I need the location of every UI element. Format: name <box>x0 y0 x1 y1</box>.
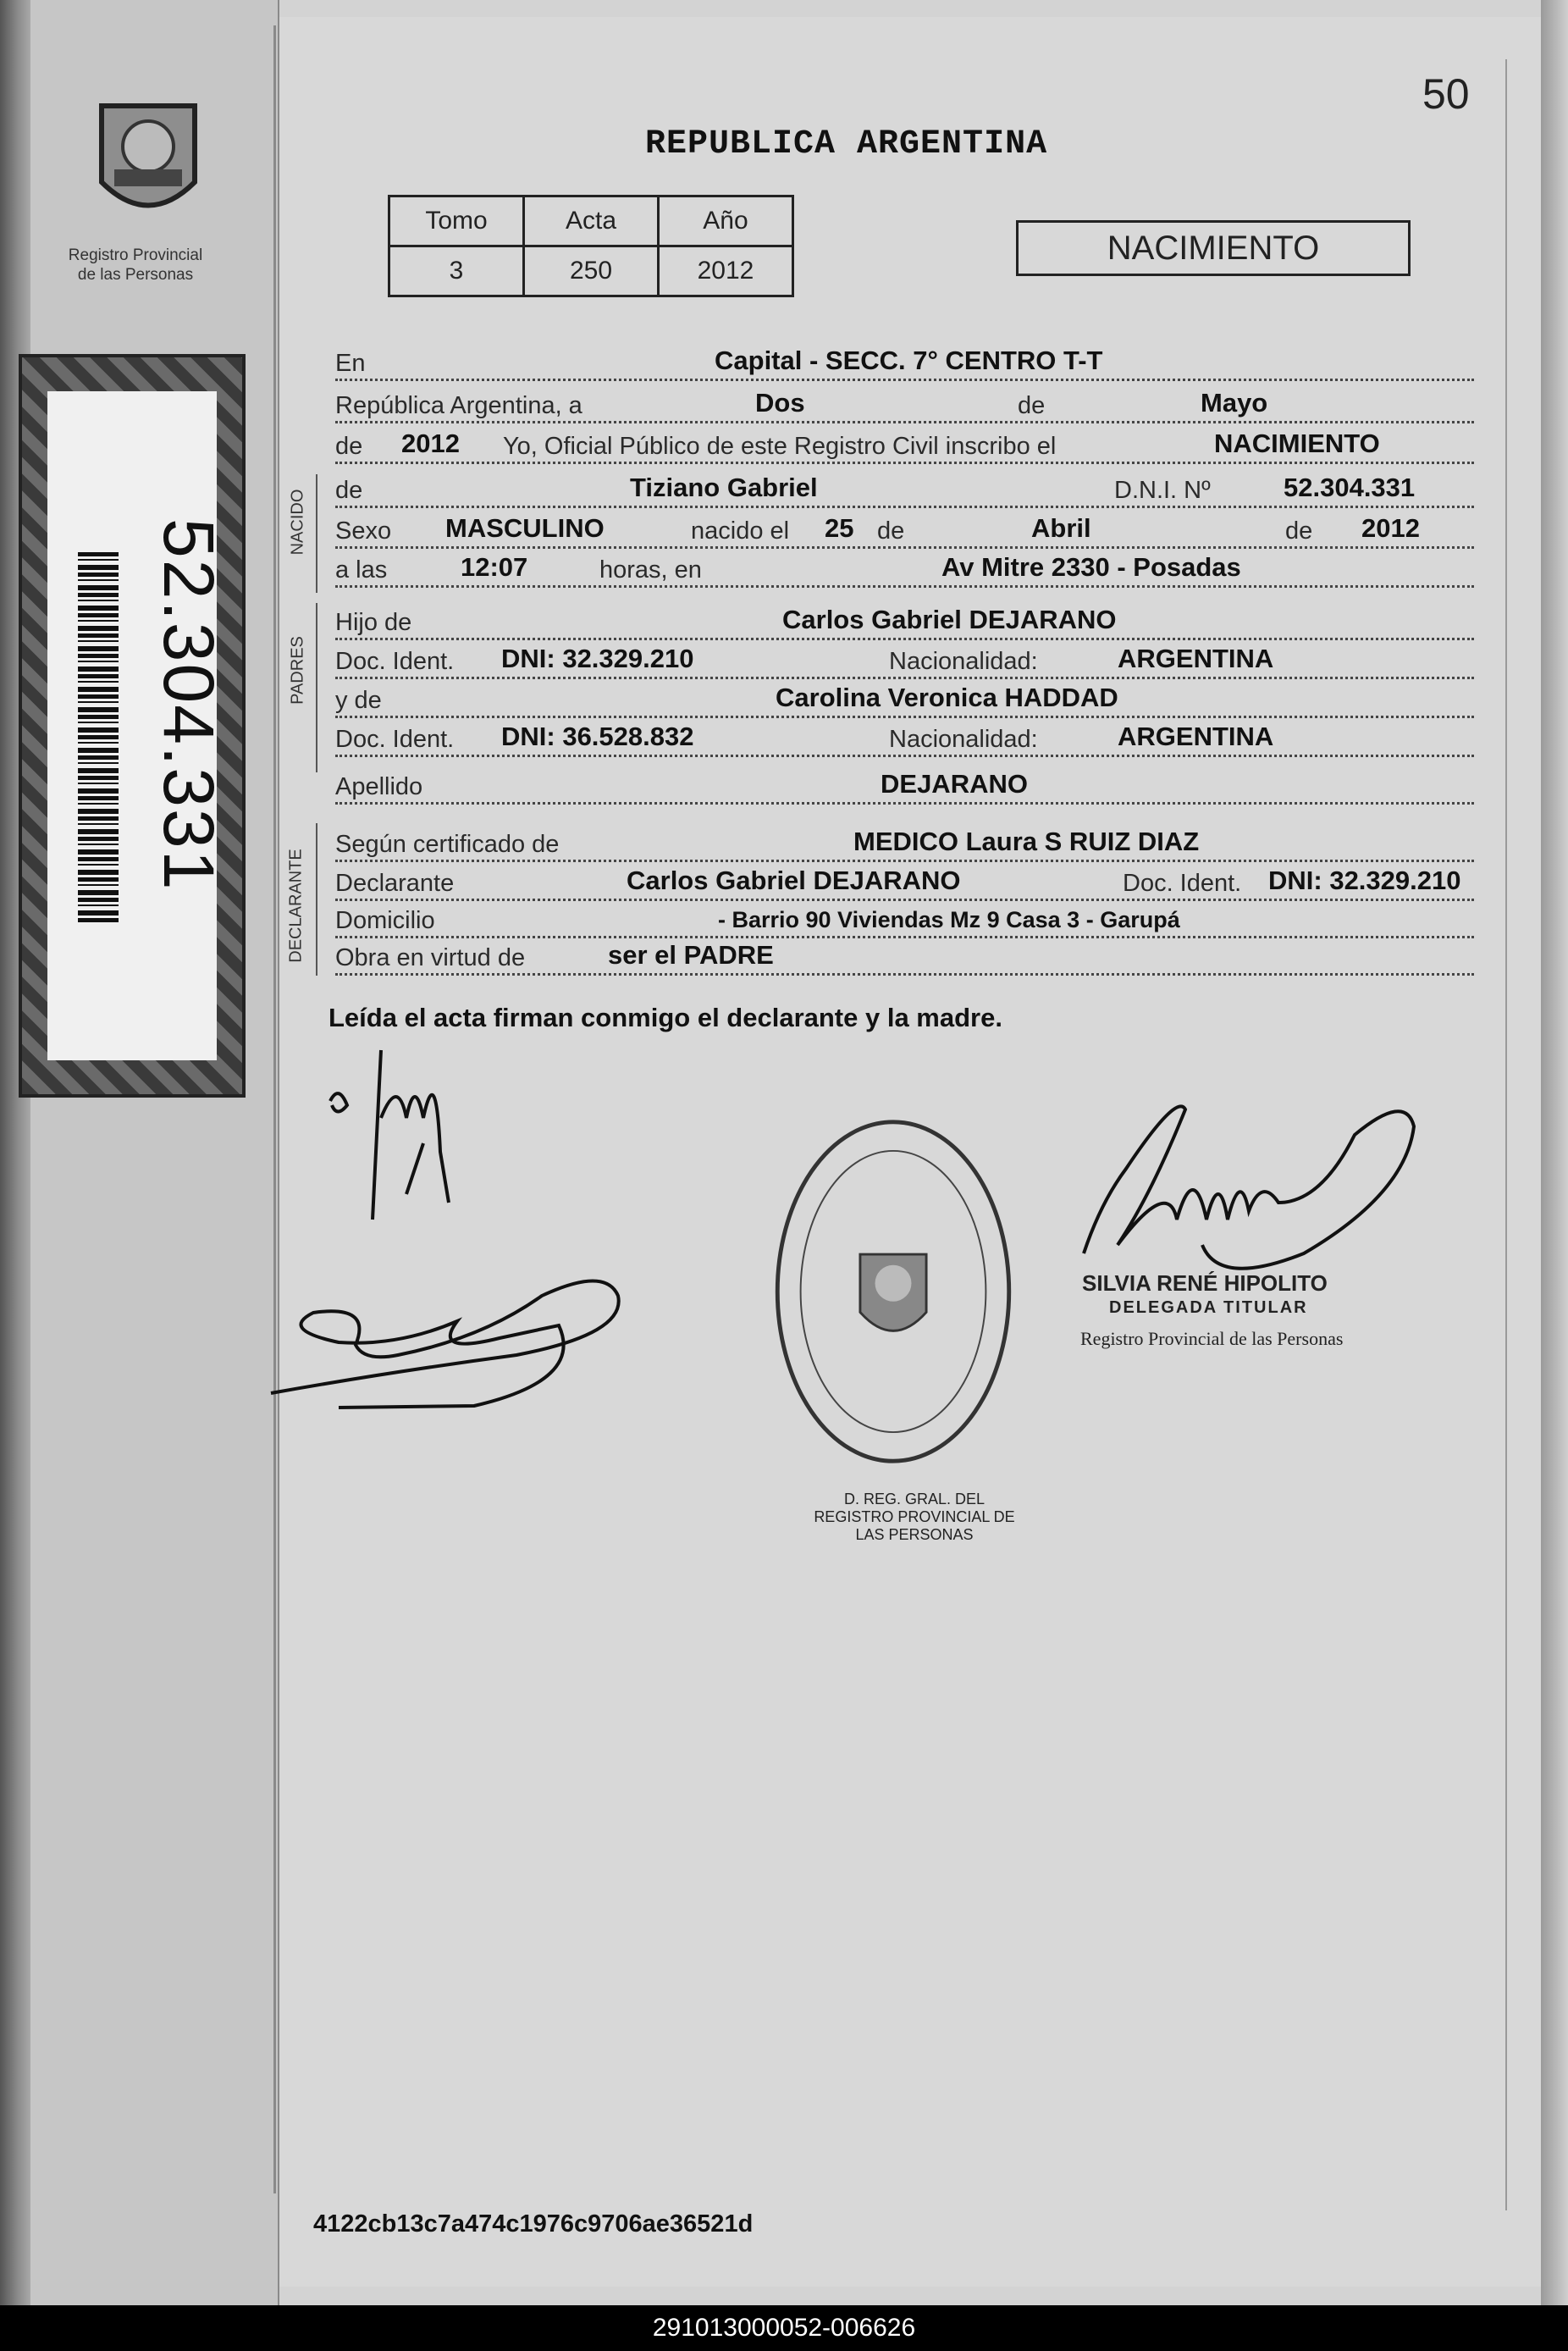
label-inscribo: Yo, Oficial Público de este Registro Civil inscribo el <box>503 433 1059 461</box>
row-apellido <box>335 769 1474 806</box>
page-fold-line <box>273 25 276 2193</box>
label-domicilio: Domicilio <box>335 907 439 935</box>
register-value-row <box>389 246 793 296</box>
row-en <box>335 346 1474 383</box>
left-page-margin <box>30 0 279 2305</box>
register-header-anio: Año <box>659 196 793 246</box>
row-obra <box>335 940 1474 977</box>
row-domicilio <box>335 906 1474 940</box>
label-father-doc: Doc. Ident. <box>335 648 457 676</box>
official-org: Registro Provincial de las Personas <box>1080 1328 1344 1349</box>
value-day: Dos <box>755 388 805 418</box>
page-number: 50 <box>1422 70 1470 118</box>
register-header-acta: Acta <box>524 196 659 246</box>
label-nacido-de: de <box>335 477 366 505</box>
logo-caption <box>51 246 220 285</box>
label-declarante-doc: Doc. Ident. <box>1123 870 1245 898</box>
row-inscribo <box>335 429 1474 466</box>
row-father-doc <box>335 644 1474 681</box>
row-sexo <box>335 513 1474 550</box>
value-mother-nat: ARGENTINA <box>1118 722 1274 751</box>
label-segun: Según certificado de <box>335 831 562 859</box>
scan-footer-code: 291013000052-006626 <box>652 2314 916 2342</box>
label-mother-nat: Nacionalidad: <box>889 726 1041 754</box>
row-mother-doc <box>335 722 1474 759</box>
label-father-nat: Nacionalidad: <box>889 648 1041 676</box>
mother-signature <box>262 1262 635 1414</box>
page-right-edge <box>1541 0 1568 2305</box>
value-apellido: DEJARANO <box>881 769 1028 799</box>
value-birth-year: 2012 <box>1361 513 1420 543</box>
label-mother-doc: Doc. Ident. <box>335 726 457 754</box>
value-declarante-doc: DNI: 32.329.210 <box>1268 866 1461 895</box>
value-year: 2012 <box>401 429 460 458</box>
register-header-row <box>389 196 793 246</box>
official-seal-icon <box>766 1114 1020 1469</box>
label-obra: Obra en virtud de <box>335 944 528 972</box>
label-de-month: de <box>877 517 908 545</box>
value-birth-day: 25 <box>825 513 854 543</box>
row-y-de <box>335 683 1474 720</box>
label-de-year2: de <box>1285 517 1316 545</box>
binding-edge <box>0 0 30 2305</box>
value-birth-place: Av Mitre 2330 - Posadas <box>941 552 1241 582</box>
declarante-section-label: DECLARANTE <box>286 849 306 963</box>
label-republica: República Argentina, a <box>335 392 586 420</box>
label-hijo-de: Hijo de <box>335 609 415 637</box>
value-mother-name: Carolina Veronica HADDAD <box>776 683 1118 712</box>
logo-caption-line1: Registro Provincial <box>68 246 203 264</box>
scan-footer <box>0 2305 1568 2351</box>
nacido-section-label: NACIDO <box>288 489 307 556</box>
row-date <box>335 388 1474 425</box>
label-en: En <box>335 350 368 378</box>
logo-caption-line2: de las Personas <box>77 266 194 284</box>
declarante-section-bar <box>316 823 317 976</box>
label-de: de <box>1018 392 1048 420</box>
official-signature <box>1050 1076 1422 1287</box>
barcode-icon <box>78 552 119 925</box>
label-a-las: a las <box>335 556 390 584</box>
declarant-signature <box>322 1025 508 1245</box>
register-table <box>388 195 794 297</box>
value-father-name: Carlos Gabriel DEJARANO <box>782 605 1117 634</box>
value-father-nat: ARGENTINA <box>1118 644 1274 673</box>
value-inscribo: NACIMIENTO <box>1214 429 1380 458</box>
value-birth-month: Abril <box>1031 513 1091 543</box>
label-de-year: de <box>335 433 366 461</box>
value-sexo: MASCULINO <box>445 513 605 543</box>
register-value-anio: 2012 <box>659 246 793 296</box>
sticker-label <box>47 391 229 1060</box>
label-sexo: Sexo <box>335 517 395 545</box>
province-seal-logo <box>85 89 212 233</box>
value-en: Capital - SECC. 7° CENTRO T-T <box>715 346 1103 375</box>
official-name: SILVIA RENÉ HIPOLITO <box>1082 1270 1328 1296</box>
row-segun <box>335 827 1474 864</box>
label-horas: horas, en <box>599 556 705 584</box>
label-apellido: Apellido <box>335 773 426 801</box>
padres-section-bar <box>316 603 317 772</box>
padres-section-label: PADRES <box>288 636 307 705</box>
label-y-de: y de <box>335 687 385 715</box>
value-father-doc: DNI: 32.329.210 <box>501 644 694 673</box>
row-hijo-de <box>335 605 1474 642</box>
label-dni: D.N.I. Nº <box>1114 477 1214 505</box>
register-value-tomo: 3 <box>389 246 524 296</box>
value-domicilio: - Barrio 90 Viviendas Mz 9 Casa 3 - Garupá <box>718 907 1180 932</box>
document-title: REPUBLICA ARGENTINA <box>645 125 1048 163</box>
value-child-name: Tiziano Gabriel <box>630 473 818 502</box>
closing-statement: Leída el acta firman conmigo el declarante y la madre. <box>329 1003 1002 1032</box>
value-mother-doc: DNI: 36.528.832 <box>501 722 694 751</box>
row-hora <box>335 552 1474 589</box>
register-header-tomo: Tomo <box>389 196 524 246</box>
value-month: Mayo <box>1201 388 1268 418</box>
label-nacido-el: nacido el <box>691 517 792 545</box>
value-declarante: Carlos Gabriel DEJARANO <box>627 866 961 895</box>
label-declarante: Declarante <box>335 870 457 898</box>
barcode-number: 52.304.331 <box>149 518 229 892</box>
document-hash: 4122cb13c7a474c1976c9706ae36521d <box>313 2210 754 2238</box>
value-birth-time: 12:07 <box>461 552 528 582</box>
seal-text: D. REG. GRAL. DEL REGISTRO PROVINCIAL DE LAS PERSONAS <box>814 1491 1015 1543</box>
certificate-type-box: NACIMIENTO <box>1016 220 1411 276</box>
value-segun: MEDICO Laura S RUIZ DIAZ <box>853 827 1200 856</box>
barcode-sticker <box>19 354 246 1098</box>
right-margin-line <box>1505 59 1507 2210</box>
row-declarante <box>335 866 1474 903</box>
value-obra: ser el PADRE <box>608 940 774 970</box>
official-role: DELEGADA TITULAR <box>1109 1298 1308 1317</box>
register-value-acta: 250 <box>524 246 659 296</box>
value-child-dni: 52.304.331 <box>1284 473 1416 502</box>
nacido-section-bar <box>316 474 317 593</box>
row-nacido-name <box>335 473 1474 510</box>
